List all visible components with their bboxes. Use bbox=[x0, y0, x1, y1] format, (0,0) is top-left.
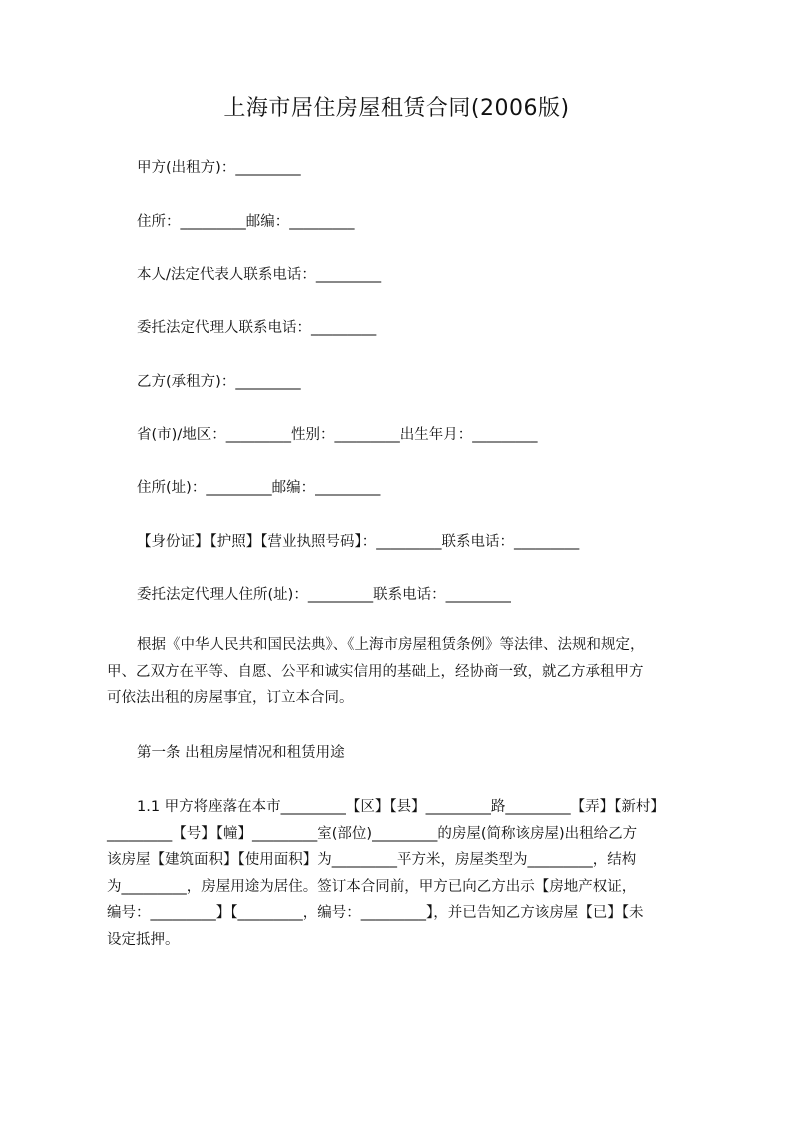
lessor-field: 甲方(出租方)：_________ bbox=[137, 160, 301, 176]
article-1-heading: 第一条 出租房屋情况和租赁用途 bbox=[137, 745, 345, 761]
clause-1-1-paragraph bbox=[107, 794, 665, 953]
lessee-region-gender-birth-field: 省(市)/地区：_________性别：_________出生年月：_________ bbox=[137, 427, 538, 443]
clause-line: 编号：_________】【_________，编号：_________】，并已告知乙方该房屋【已】【未 bbox=[107, 905, 644, 921]
clause-line: 1.1 甲方将座落在本市_________【区】【县】_________路_________【弄】【新村】 bbox=[137, 799, 665, 815]
lessor-address-field: 住所：_________邮编：_________ bbox=[137, 214, 355, 230]
clause-line: 该房屋【建筑面积】【使用面积】为_________平方米，房屋类型为_________，结构 bbox=[107, 852, 637, 868]
preamble-line: 可依法出租的房屋事宜，订立本合同。 bbox=[107, 690, 354, 706]
preamble-paragraph bbox=[107, 632, 645, 712]
lessee-address-field: 住所(址)：_________邮编：_________ bbox=[137, 480, 381, 496]
lessee-agent-address-phone-field: 委托法定代理人住所(址)：_________联系电话：_________ bbox=[137, 587, 511, 603]
preamble-line: 根据《中华人民共和国民法典》、《上海市房屋租赁条例》等法律、法规和规定， bbox=[137, 637, 645, 653]
clause-line: _________【号】【幢】_________室(部位)_________的房屋(简称该房屋)出租给乙方 bbox=[107, 825, 638, 842]
clause-line: 为_________，房屋用途为居住。签订本合同前，甲方已向乙方出示【房地产权证， bbox=[107, 878, 637, 895]
preamble-line: 甲、乙双方在平等、自愿、公平和诚实信用的基础上，经协商一致，就乙方承租甲方 bbox=[107, 663, 644, 680]
page-title: 上海市居住房屋租赁合同(2006版) bbox=[223, 96, 570, 121]
lessor-agent-phone-field: 委托法定代理人联系电话：_________ bbox=[137, 320, 377, 336]
clause-line: 设定抵押。 bbox=[107, 931, 180, 948]
lessee-id-phone-field: 【身份证】【护照】【营业执照号码】：_________联系电话：_________ bbox=[137, 534, 580, 550]
lessee-field: 乙方(承租方)：_________ bbox=[137, 374, 301, 390]
lessor-representative-phone-field: 本人/法定代表人联系电话：_________ bbox=[137, 267, 382, 283]
